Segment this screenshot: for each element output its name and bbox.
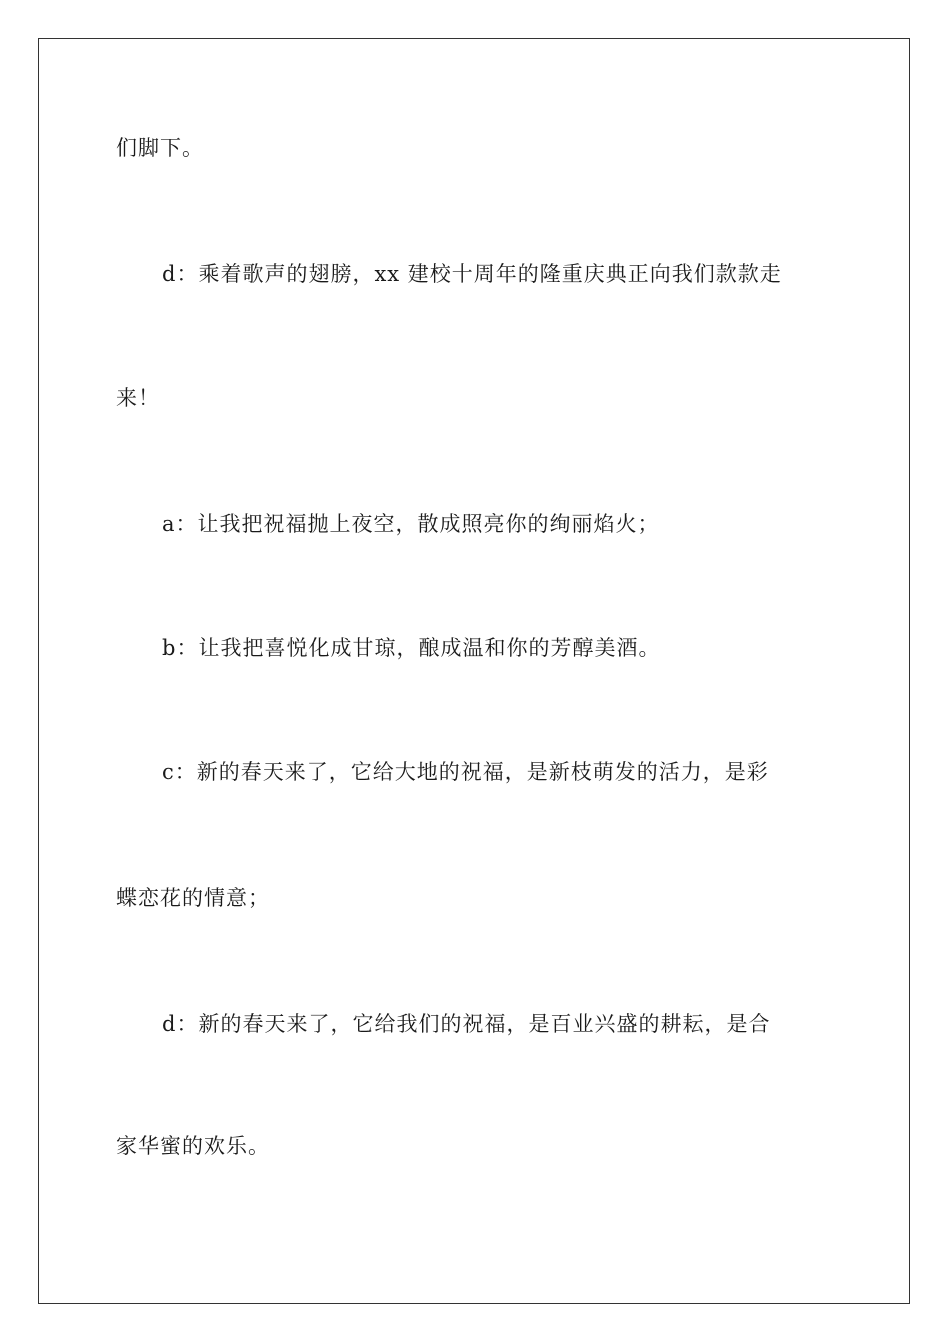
text-line-speaker-b: b：让我把喜悦化成甘琼，酿成温和你的芳醇美酒。 [162, 636, 661, 660]
page-border [38, 38, 910, 1304]
text-line-continuation: 家华蜜的欢乐。 [116, 1134, 270, 1158]
text-line-speaker-d: d：新的春天来了，它给我们的祝福，是百业兴盛的耕耘，是合 [162, 1012, 771, 1036]
text-line-speaker-c: c：新的春天来了，它给大地的祝福，是新枝萌发的活力，是彩 [162, 760, 769, 784]
text-line-continuation: 蝶恋花的情意； [116, 886, 270, 910]
text-line-continuation: 来！ [116, 386, 160, 410]
text-line-continuation: 们脚下。 [116, 136, 204, 160]
text-line-speaker-d: d：乘着歌声的翅膀，xx 建校十周年的隆重庆典正向我们款款走 [162, 262, 782, 286]
text-line-speaker-a: a：让我把祝福抛上夜空，散成照亮你的绚丽焰火； [162, 512, 660, 536]
